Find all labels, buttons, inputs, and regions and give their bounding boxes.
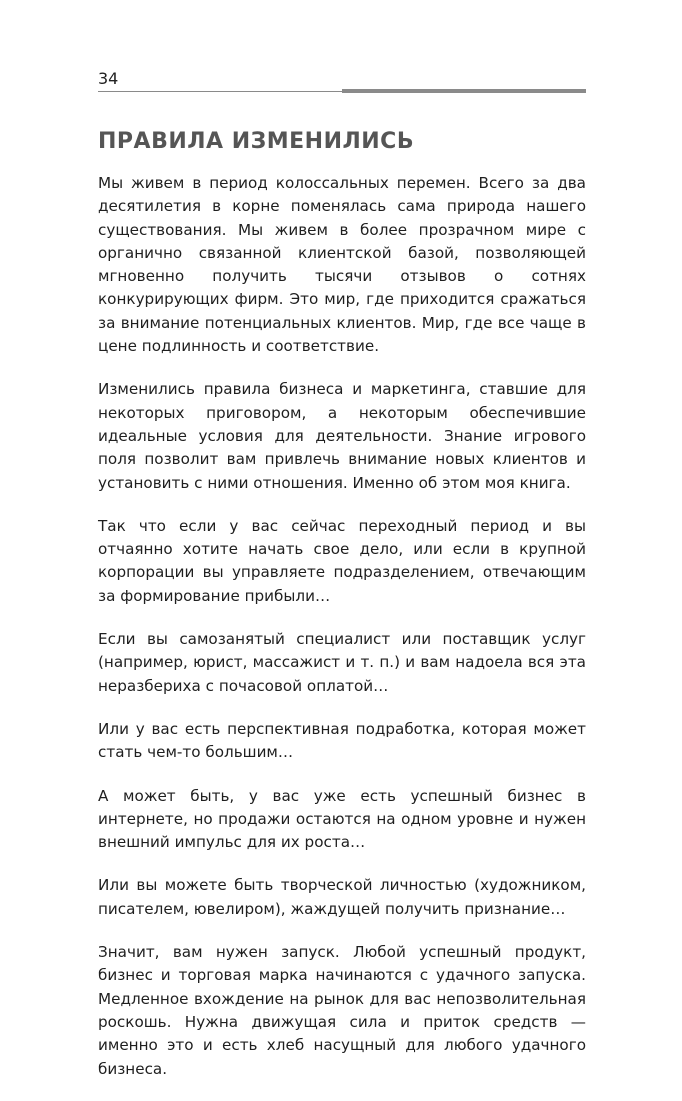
header-rule-accent (342, 89, 586, 93)
paragraph-6: А может быть, у вас уже есть успешный бизнес в интернете, но продажи остаются на одном уровне и нужен внешний импульс для их роста… (98, 786, 586, 852)
paragraph-5: Или у вас есть перспективная подработка, которая может стать чем-то большим… (98, 719, 586, 762)
paragraph-2: Изменились правила бизнеса и маркетинга, ставшие для некоторых приговором, а некоторым обеспечившие идеальные условия для деятельности. Знание игрового поля позволит вам привлечь внимание новых клиентов и установить с ними отношения. Именно об этом моя книга. (98, 380, 586, 492)
body-text (98, 172, 586, 1101)
paragraph-8: Значит, вам нужен запуск. Любой успешный продукт, бизнес и торговая марка начинаются с удачного запуска. Медленное вхождение на рынок для вас непозволительная роскошь. Нужна движущая сила и приток средств — именно это и есть хлеб насущный для любого удачного бизнеса. (98, 943, 586, 1078)
page-number: 34 (98, 69, 119, 88)
paragraph-4: Если вы самозанятый специалист или поставщик услуг (например, юрист, массажист и т. п.) и вам надоела вся эта неразбериха с почасовой оплатой… (98, 630, 586, 695)
paragraph-7: Или вы можете быть творческой личностью (художником, писателем, ювелиром), жаждущей получить признание… (98, 876, 586, 918)
section-title: ПРАВИЛА ИЗМЕНИЛИСЬ (98, 129, 415, 154)
paragraph-1: Мы живем в период колоссальных перемен. Всего за два десятилетия в корне поменялась сама природа нашего существования. Мы живем в более прозрачном мире с органично связанной клиентской базой, позволяющей мгновенно получить тысячи отзывов о сотнях конкурирующих фирм. Это мир, где приходится сражаться за внимание потенциальных клиентов. Мир, где все чаще в цене подлинность и соответствие. (98, 174, 586, 356)
running-header (98, 70, 586, 96)
paragraph-3: Так что если у вас сейчас переходный период и вы отчаянно хотите начать свое дело, или если в крупной корпорации вы управляете подразделением, отвечающим за формирование прибыли… (98, 516, 586, 605)
